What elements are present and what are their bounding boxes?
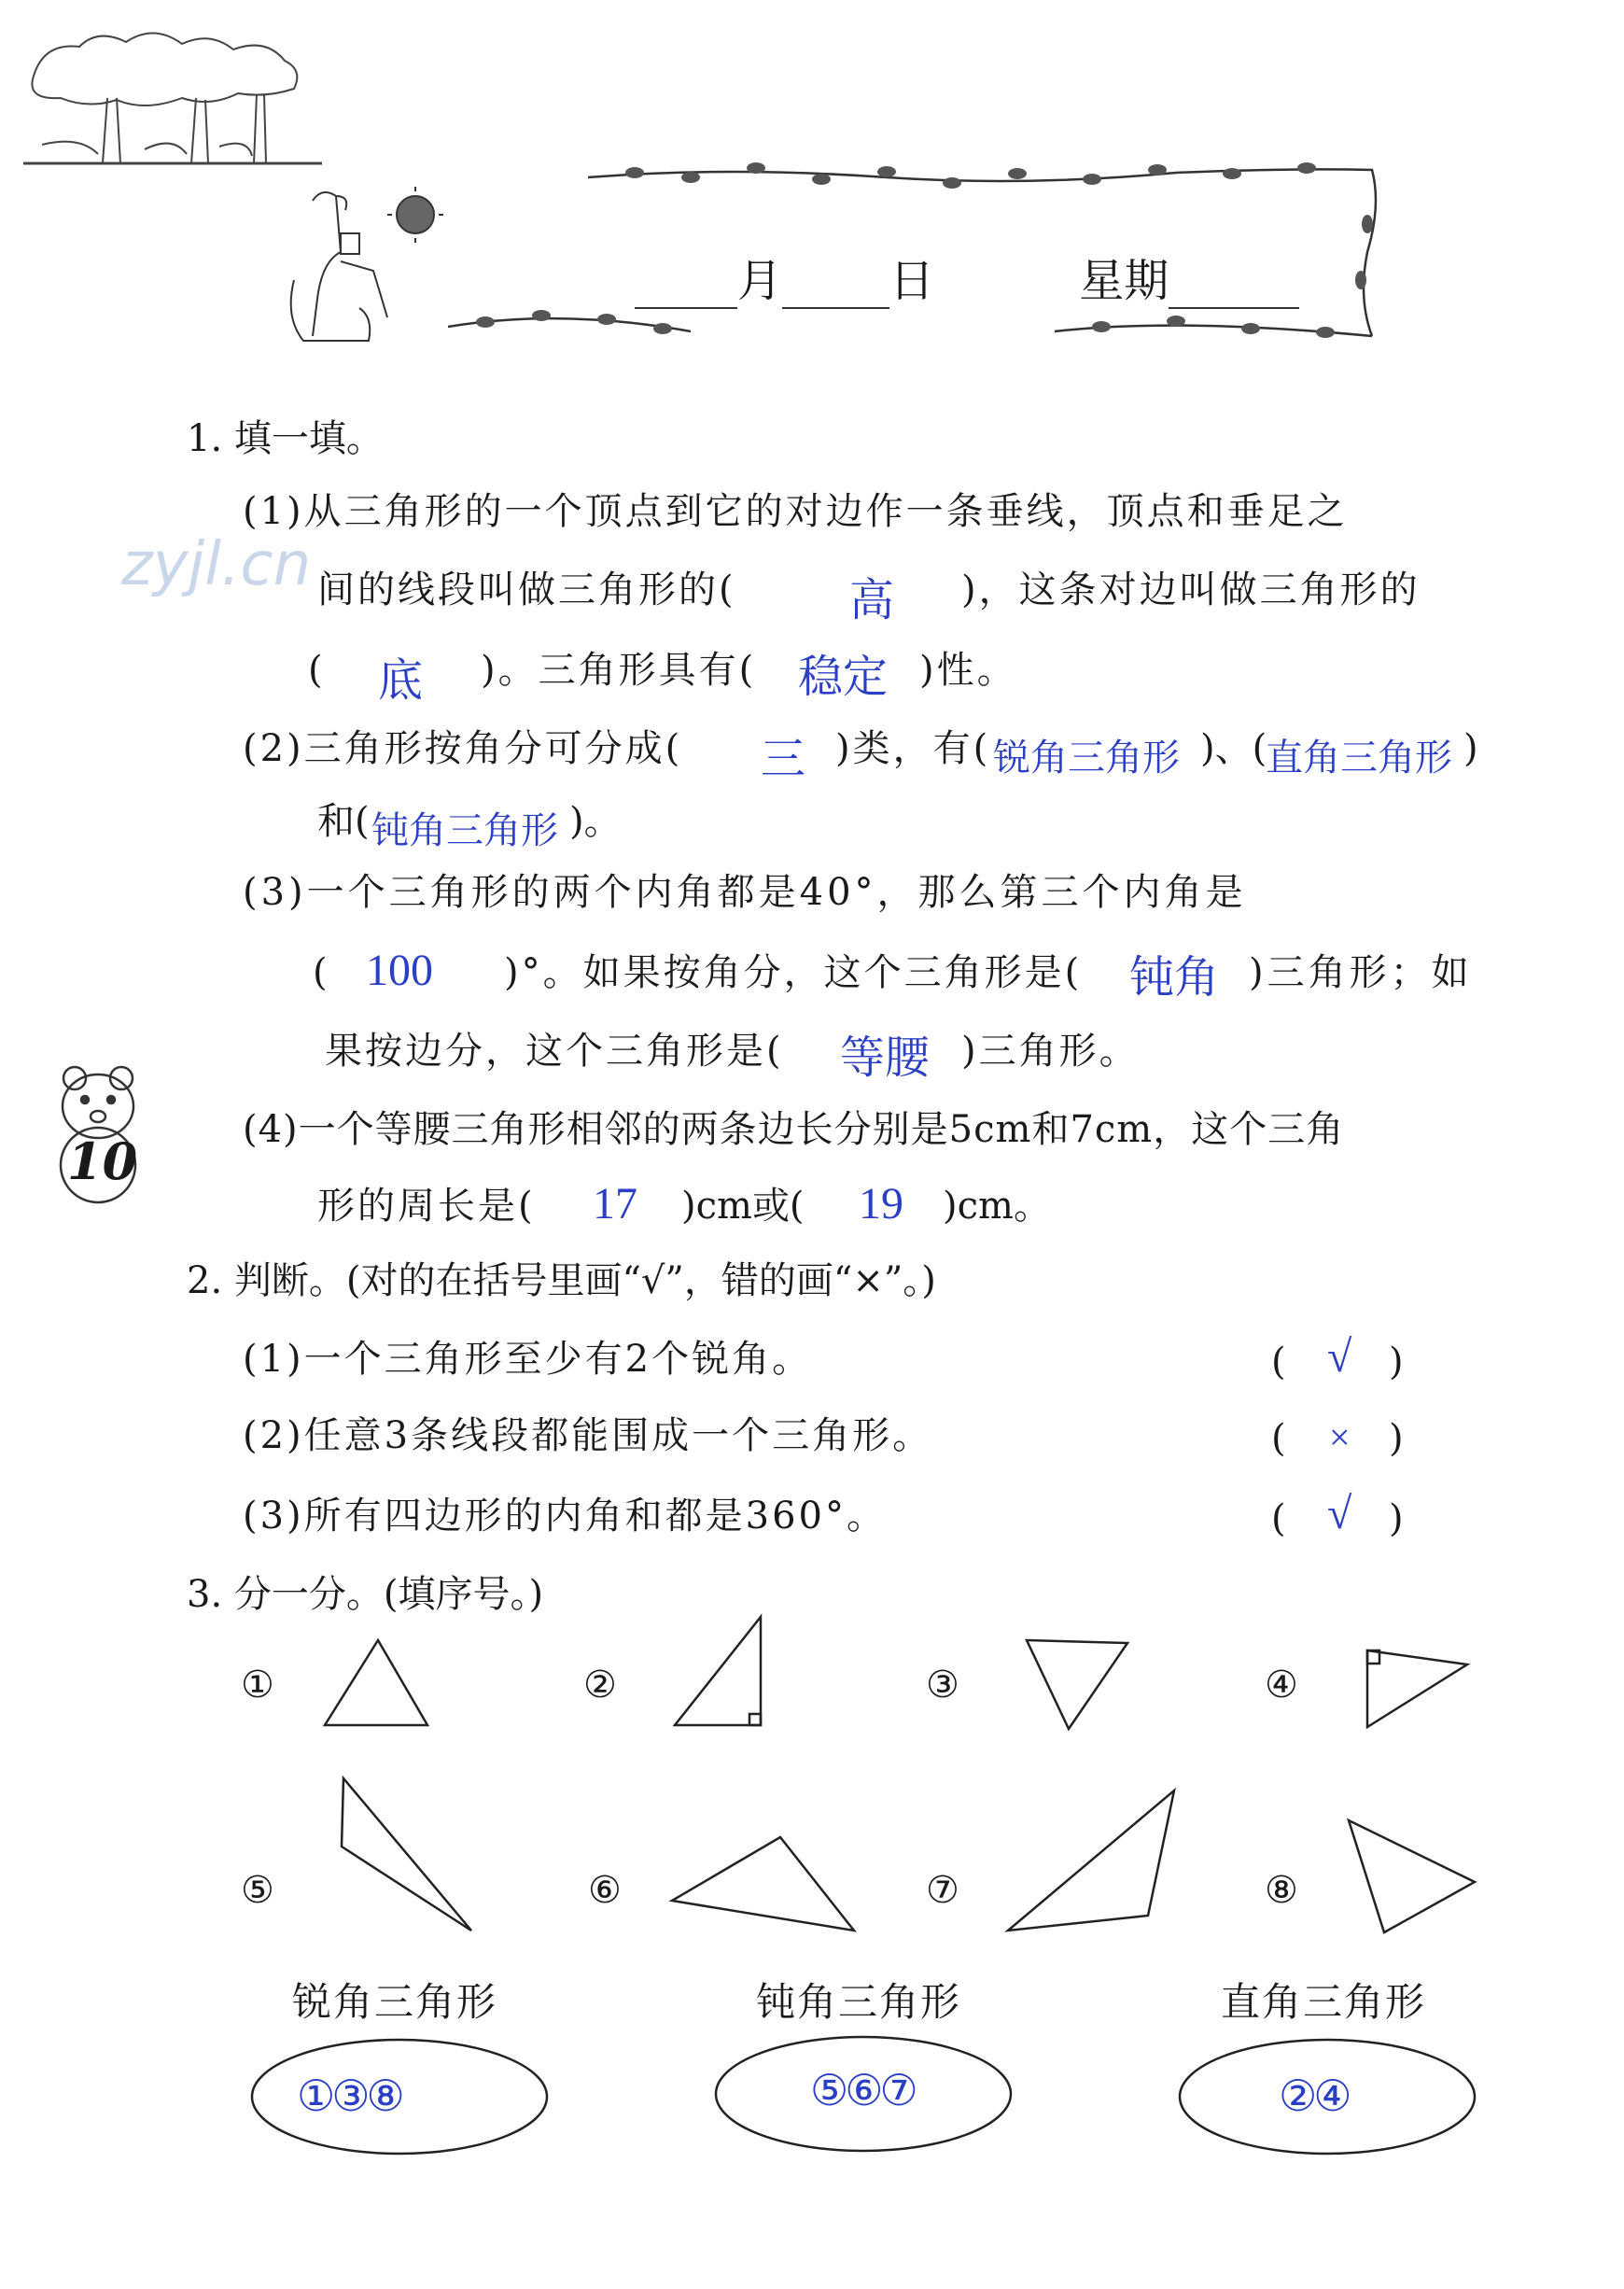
q3-line3b: )三角形。 [961,1030,1140,1073]
q3-answer-100[interactable]: 100 [366,946,433,995]
q1-line3b: )。三角形具有( [481,649,757,692]
q2-line2a: 和( [317,800,370,843]
section1-title: 1. 填一填。 [187,417,384,460]
q2-answer-right[interactable]: 直角三角形 [1266,737,1452,779]
q3-line2-open: ( [313,951,328,994]
judge-answer-3[interactable]: √ [1327,1489,1352,1538]
q4-line2b: )cm或( [681,1185,805,1228]
judge-paren-1-close: ) [1389,1341,1404,1383]
shape-label-7: ⑦ [926,1869,959,1912]
section2-title: 2. 判断。(对的在括号里画“√”，错的画“×”。) [187,1259,936,1302]
day-label: 日 [889,255,935,307]
q4-line2c: )cm。 [943,1185,1051,1228]
q3-answer-obtuse[interactable]: 钝角 [1129,953,1220,1003]
category-right-answer[interactable]: ②④ [1279,2071,1349,2121]
q2-line1a: (2)三角形按角分可分成( [243,727,683,770]
shape-label-2: ② [583,1664,617,1706]
q1-answer-stability[interactable]: 稳定 [798,653,889,702]
judge-item-1: (1)一个三角形至少有2个锐角。 [243,1338,813,1381]
q2-answer-obtuse[interactable]: 钝角三角形 [371,809,558,851]
page-number: 10 [67,1131,138,1191]
q2-line1c: )、( [1200,727,1267,770]
judge-paren-3-close: ) [1389,1497,1404,1540]
q1-answer-base[interactable]: 底 [378,656,424,706]
weekday-label: 星期 [1079,255,1169,307]
q3-answer-isosceles[interactable]: 等腰 [840,1033,931,1083]
watermark: zyjl.cn [121,530,312,599]
q3-line3a: 果按边分，这个三角形是( [325,1030,784,1073]
judge-paren-1: ( [1271,1341,1286,1383]
q4-line2a: 形的周长是( [317,1185,536,1228]
q4-answer-19[interactable]: 19 [859,1179,903,1229]
judge-answer-2[interactable]: × [1329,1416,1351,1458]
q4-line1: (4)一个等腰三角形相邻的两条边长分别是5cm和7cm，这个三角 [243,1108,1345,1151]
category-obtuse-answer[interactable]: ⑤⑥⑦ [810,2065,915,2115]
judge-item-2: (2)任意3条线段都能围成一个三角形。 [243,1414,933,1457]
q3-line2c: )三角形；如 [1249,951,1473,994]
q1-line2a: 间的线段叫做三角形的( [317,569,736,611]
q1-line2b: )，这条对边叫做三角形的 [961,569,1421,611]
q1-line1: (1)从三角形的一个顶点到它的对边作一条垂线，顶点和垂足之 [243,490,1348,533]
judge-answer-1[interactable]: √ [1327,1332,1352,1382]
q4-answer-17[interactable]: 17 [593,1179,637,1229]
q1-answer-height[interactable]: 高 [849,576,895,625]
shape-label-4: ④ [1265,1664,1298,1706]
shape-label-5: ⑤ [241,1869,274,1912]
month-label: 月 [737,255,783,307]
shape-label-3: ③ [926,1664,959,1706]
category-right-label: 直角三角形 [1221,1979,1427,2025]
shape-label-8: ⑧ [1265,1869,1298,1912]
shape-label-1: ① [241,1664,274,1706]
category-acute-answer[interactable]: ①③⑧ [297,2071,401,2121]
category-obtuse-label: 钝角三角形 [756,1979,962,2025]
shape-label-6: ⑥ [588,1869,622,1912]
q1-line3c: )性。 [919,649,1017,692]
category-acute-label: 锐角三角形 [292,1979,498,2025]
q1-line3-open: ( [308,649,323,692]
judge-paren-2-close: ) [1389,1417,1404,1460]
q2-line1d: ) [1463,727,1478,770]
q2-line1b: )类，有( [835,727,991,770]
q2-answer-acute[interactable]: 锐角三角形 [993,737,1180,779]
q3-line2b: )°。如果按角分，这个三角形是( [504,951,1083,994]
judge-item-3: (3)所有四边形的内角和都是360°。 [243,1495,888,1538]
q2-line2b: )。 [569,800,622,843]
judge-paren-3: ( [1271,1497,1286,1540]
q2-answer-three[interactable]: 三 [761,735,806,784]
q3-line1: (3)一个三角形的两个内角都是40°，那么第三个内角是 [243,871,1247,914]
section3-title: 3. 分一分。(填序号。) [187,1573,544,1616]
judge-paren-2: ( [1271,1417,1286,1460]
